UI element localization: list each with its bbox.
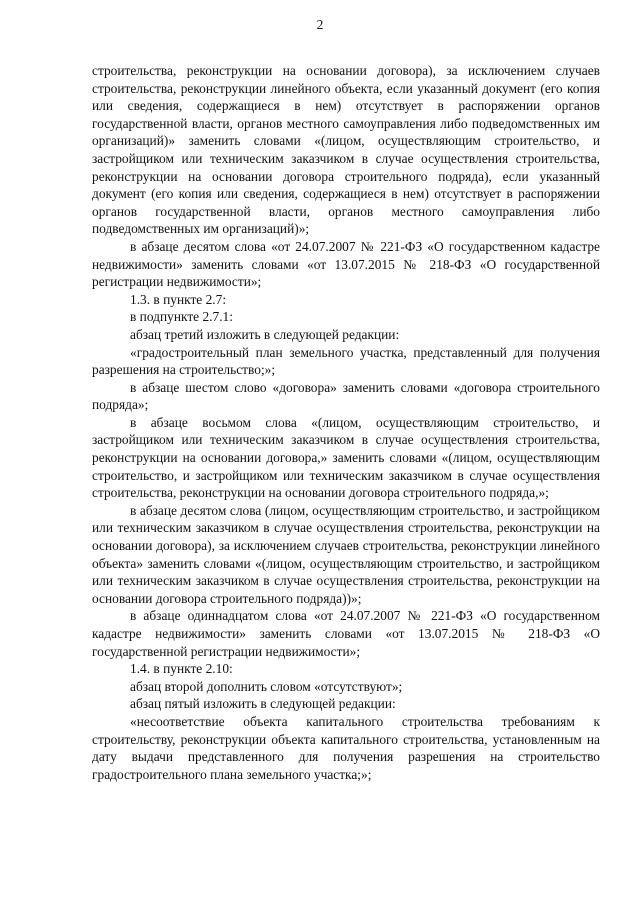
paragraph: в абзаце десятом слова «от 24.07.2007 № 221-ФЗ «О государственном кадастре недвижимости» заменить словами «от 13.07.2015 № 218-ФЗ «О государственной регистрации недвижимости»;	[92, 238, 600, 290]
paragraph: в подпункте 2.7.1:	[130, 309, 233, 325]
paragraph: абзац пятый изложить в следующей редакции:	[130, 696, 396, 712]
paragraph: «градостроительный план земельного участка, представленный для получения разрешения на строительство;»;	[92, 344, 600, 378]
paragraph: абзац второй дополнить словом «отсутствуют»;	[130, 678, 403, 694]
paragraph: 1.4. в пункте 2.10:	[130, 661, 233, 677]
paragraph: строительства, реконструкции на основании договора), за исключением случаев строительства, реконструкции линейного объекта, если указанный документ (его копия или сведения, содержащиеся в нем) отсутствует в распоряжении органов государственной власти, органов местного самоуправления либо подведомственных им организаций)» заменить словами «(лицом, осуществляющим строительство, и застройщиком или техническим заказчиком в случае осуществления строительства, реконструкции на основании договора строительного подряда), если указанный документ (его копия или сведения, содержащиеся в нем) отсутствует в распоряжении органов государственной власти, органов местного самоуправления либо подведомственных им организаций)»;	[92, 63, 600, 237]
document-body	[92, 62, 600, 783]
paragraph: в абзаце одиннадцатом слова «от 24.07.2007 № 221-ФЗ «О государственном кадастре недвижимости» заменить словами «от 13.07.2015 № 218-ФЗ «О государственной регистрации недвижимости»;	[92, 608, 600, 659]
paragraph: в абзаце шестом слово «договора» заменить словами «договора строительного подряда»;	[92, 379, 600, 413]
paragraph: «несоответствие объекта капитального строительства требованиям к строительству, реконструкции объекта капитального строительства, установленным на дату выдачи представленного для получения разрешения на строительство градостроительного плана земельного участка;»;	[92, 713, 600, 782]
page-number: 2	[316, 17, 324, 32]
paragraph: 1.3. в пункте 2.7:	[130, 291, 227, 307]
paragraph: в абзаце десятом слова (лицом, осуществляющим строительство, и застройщиком или техническим заказчиком в случае осуществления строительства, реконструкции на основании договора), за исключением случаев строительства, реконструкции линейного объекта» заменить словами «(лицом, осуществляющим строительство, и застройщиком или техническим заказчиком в случае осуществления строительства, реконструкции на основании договора строительного подряда))»;	[92, 502, 600, 606]
paragraph: абзац третий изложить в следующей редакции:	[130, 326, 400, 342]
paragraph: в абзаце восьмом слова «(лицом, осуществляющим строительство, и застройщиком или техническим заказчиком в случае осуществления строительства, реконструкции на основании договора,» заменить словами «(лицом, осуществляющим строительство, и застройщиком или техническим заказчиком в случае осуществления строительства, реконструкции на основании договора строительного подряда,»;	[92, 414, 600, 501]
